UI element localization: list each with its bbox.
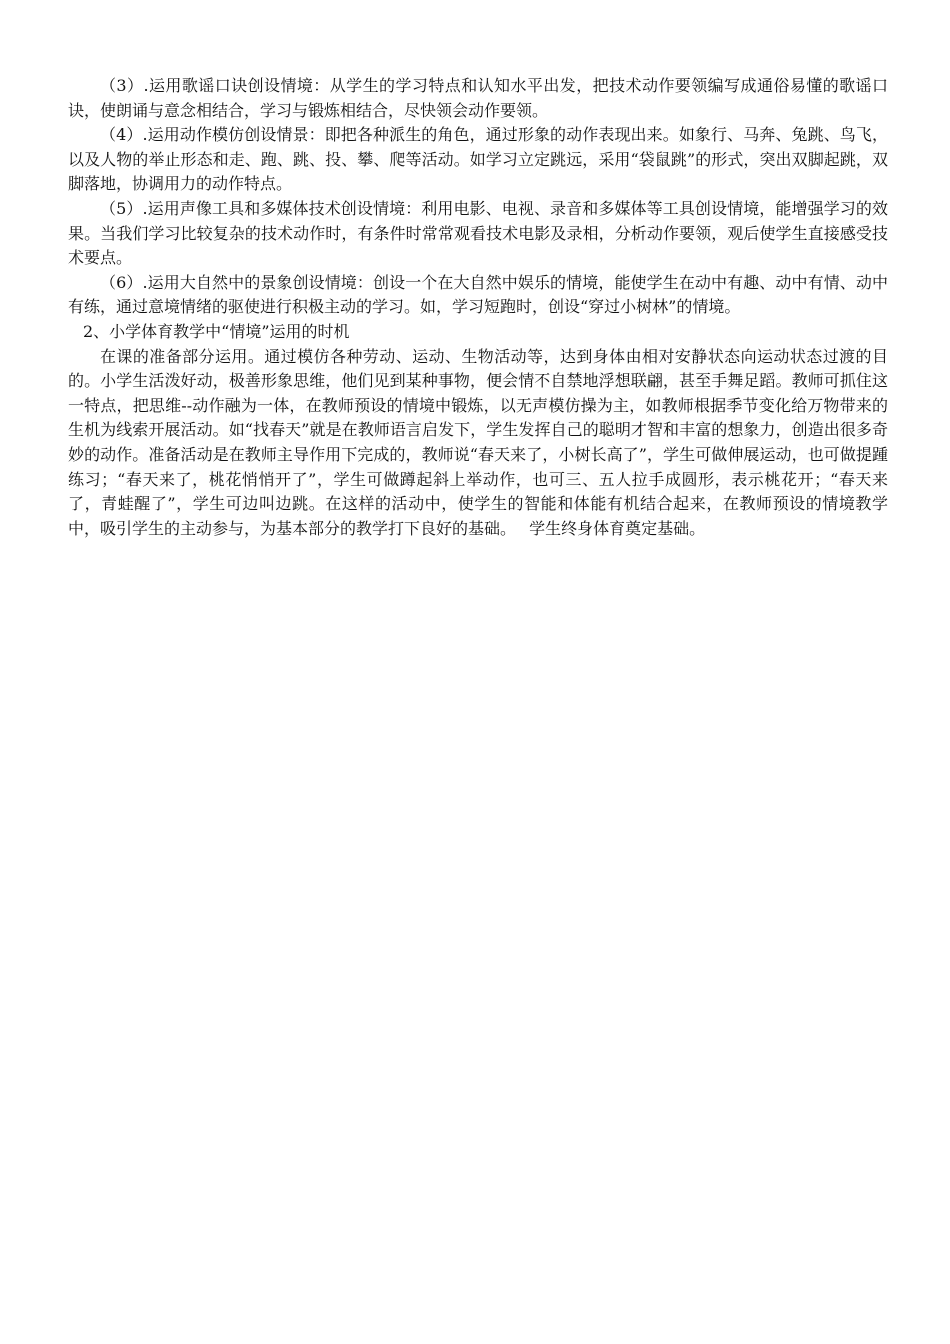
paragraph-item-6: （6）.运用大自然中的景象创设情境：创设一个在大自然中娱乐的情境，能使学生在动中有趣、动中有情、动中有练，通过意境情绪的驱使进行积极主动的学习。如，学习短跑时，创设“穿过小树林”的情境。 [68, 272, 888, 317]
section-heading: 2、小学体育教学中“情境”运用的时机 [83, 321, 350, 341]
document-page [68, 74, 888, 541]
paragraph-item-4: （4）.运用动作模仿创设情景：即把各种派生的角色，通过形象的动作表现出来。如象行、马奔、兔跳、鸟飞，以及人物的举止形态和走、跑、跳、投、攀、爬等活动。如学习立定跳远，采用“袋鼠跳”的形式，突出双脚起跳，双脚落地，协调用力的动作特点。 [68, 125, 888, 194]
paragraph-item-3: （3）.运用歌谣口诀创设情境：从学生的学习特点和认知水平出发，把技术动作要领编写成通俗易懂的歌谣口诀，使朗诵与意念相结合，学习与锻炼相结合，尽快领会动作要领。 [68, 76, 888, 120]
paragraph-item-5: （5）.运用声像工具和多媒体技术创设情境：利用电影、电视、录音和多媒体等工具创设情境，能增强学习的效果。当我们学习比较复杂的技术动作时，有条件时常常观看技术电影及录相，分析动作要领，观后使学生直接感受技术要点。 [68, 198, 888, 268]
section-body-paragraph: 在课的准备部分运用。通过模仿各种劳动、运动、生物活动等，达到身体由相对安静状态向运动状态过渡的目的。小学生活泼好动，极善形象思维，他们见到某种事物，便会情不自禁地浮想联翩，甚至手舞足蹈。教师可抓住这一特点，把思维--动作融为一体，在教师预设的情境中锻炼，以无声模仿操为主，如教师根据季节变化给万物带来的生机为线索开展活动。如“找春天”就是在教师语言启发下，学生发挥自己的聪明才智和丰富的想象力，创造出很多奇妙的动作。准备活动是在教师主导作用下完成的，教师说“春天来了，小树长高了”，学生可做伸展运动，也可做提踵练习；“春天来了，桃花悄悄开了”，学生可做蹲起斜上举动作，也可三、五人拉手成圆形，表示桃花开；“春天来了，青蛙醒了”，学生可边叫边跳。在这样的活动中，使学生的智能和体能有机结合起来，在教师预设的情境教学中，吸引学生的主动参与，为基本部分的教学打下良好的基础。 学生终身体育奠定基础。 [68, 346, 888, 538]
